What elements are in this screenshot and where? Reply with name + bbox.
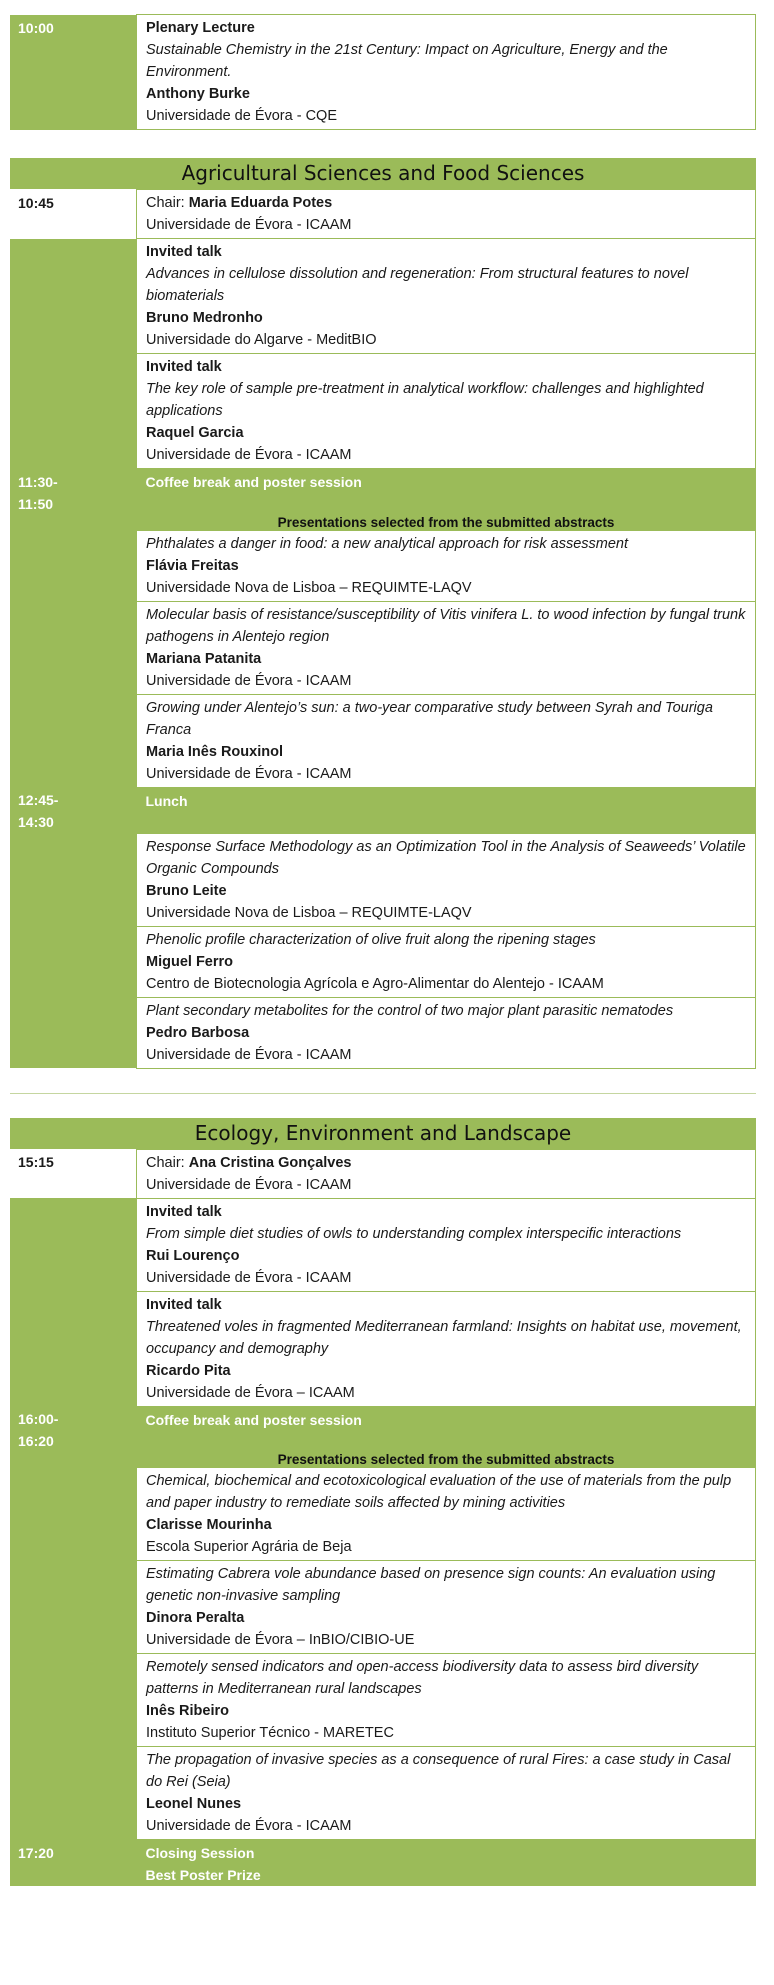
time-cell: 11:30- 11:50	[10, 469, 137, 515]
speaker-name: Miguel Ferro	[146, 953, 234, 970]
speaker-affiliation: Escola Superior Agrária de Beja	[146, 1539, 352, 1555]
speaker-name: Pedro Barbosa	[146, 1024, 250, 1041]
invited-talk-row	[10, 1198, 756, 1291]
chair-affiliation: Universidade de Évora - ICAAM	[146, 1176, 352, 1193]
speaker-name: Anthony Burke	[146, 86, 250, 102]
talk-title: Response Surface Methodology as an Optimization Tool in the Analysis of Seaweeds’ Volatile Organic Compounds	[146, 838, 746, 877]
talk-row	[10, 833, 756, 926]
speaker-affiliation: Universidade Nova de Lisboa – REQUIMTE-LAQV	[146, 579, 472, 596]
plenary-label: Plenary Lecture	[146, 20, 255, 36]
break-row	[10, 469, 756, 515]
speaker-name: Ricardo Pita	[146, 1362, 231, 1379]
break-label: Coffee break and poster session	[137, 1406, 756, 1452]
talk-title: The key role of sample pre-treatment in analytical workflow: challenges and highlighted applications	[146, 381, 704, 419]
speaker-name: Raquel Garcia	[146, 425, 244, 441]
speaker-affiliation: Universidade de Évora – InBIO/CIBIO-UE	[146, 1632, 415, 1648]
break-label: Coffee break and poster session	[137, 469, 756, 515]
talk-title: Chemical, biochemical and ecotoxicological evaluation of the use of materials from the pulp and paper industry to remediate soils affected by mining activities	[146, 1473, 732, 1511]
time-cell-empty	[10, 239, 137, 469]
section-heading: Ecology, Environment and Landscape	[10, 1118, 756, 1149]
section-divider	[10, 1093, 756, 1094]
chair-row	[10, 190, 756, 239]
time-cell-empty	[10, 833, 137, 1068]
speaker-affiliation: Universidade de Évora - ICAAM	[146, 765, 352, 782]
speaker-name: Bruno Leite	[146, 882, 227, 899]
chair-prefix: Chair:	[146, 1154, 185, 1171]
talk-title: The propagation of invasive species as a consequence of rural Fires: a case study in Casal do Rei (Seia)	[146, 1752, 731, 1790]
invited-talk-row	[10, 239, 756, 354]
chair-affiliation: Universidade de Évora - ICAAM	[146, 217, 352, 233]
talk-title: Remotely sensed indicators and open-access biodiversity data to assess bird diversity patterns in Mediterranean rural landscapes	[146, 1659, 699, 1697]
section-ecology	[10, 1118, 756, 1887]
speaker-name: Mariana Patanita	[146, 650, 262, 667]
invited-label: Invited talk	[146, 359, 222, 375]
speaker-name: Rui Lourenço	[146, 1247, 240, 1264]
plenary-cell	[137, 15, 756, 130]
plenary-block	[10, 14, 756, 130]
talk-title: Threatened voles in fragmented Mediterranean farmland: Insights on habitat use, movement, occupancy and demography	[146, 1318, 742, 1357]
invited-label: Invited talk	[146, 1203, 222, 1220]
speaker-affiliation: Universidade de Évora - ICAAM	[146, 672, 352, 689]
talk-title: Phthalates a danger in food: a new analytical approach for risk assessment	[146, 535, 628, 552]
chair-prefix: Chair:	[146, 195, 185, 211]
speaker-affiliation: Centro de Biotecnologia Agrícola e Agro-Alimentar do Alentejo - ICAAM	[146, 975, 604, 992]
speaker-affiliation: Instituto Superior Técnico - MARETEC	[146, 1725, 394, 1741]
section-heading: Agricultural Sciences and Food Sciences	[10, 158, 756, 189]
speaker-affiliation: Universidade de Évora - ICAAM	[146, 1046, 352, 1063]
chair-row	[10, 1149, 756, 1198]
invited-label: Invited talk	[146, 244, 222, 260]
speaker-name: Clarisse Mourinha	[146, 1517, 272, 1533]
speaker-name: Dinora Peralta	[146, 1610, 245, 1626]
poster-prize-label: Best Poster Prize	[145, 1867, 261, 1883]
talk-title: From simple diet studies of owls to understanding complex interspecific interactions	[146, 1225, 682, 1242]
invited-label: Invited talk	[146, 1296, 222, 1313]
time-cell-empty	[10, 1452, 137, 1840]
time-cell: 12:45- 14:30	[10, 787, 137, 833]
speaker-name: Bruno Medronho	[146, 310, 263, 326]
talk-title: Phenolic profile characterization of olive fruit along the ripening stages	[146, 931, 596, 948]
closing-row	[10, 1840, 756, 1887]
speaker-affiliation: Universidade do Algarve - MeditBIO	[146, 332, 377, 348]
speaker-name: Inês Ribeiro	[146, 1703, 229, 1719]
lunch-label: Lunch	[137, 787, 756, 833]
lunch-row	[10, 787, 756, 833]
talk-title: Growing under Alentejo’s sun: a two-year comparative study between Syrah and Touriga Franca	[146, 699, 713, 738]
section-agricultural	[10, 158, 756, 1069]
speaker-affiliation: Universidade de Évora – ICAAM	[146, 1384, 355, 1401]
time-cell: 15:15	[10, 1149, 137, 1198]
speaker-name: Flávia Freitas	[146, 557, 239, 574]
time-cell: 10:45	[10, 190, 137, 239]
talk-title: Estimating Cabrera vole abundance based on presence sign counts: An evaluation using genetic non-invasive sampling	[146, 1566, 716, 1604]
speaker-name: Leonel Nunes	[146, 1796, 242, 1812]
speaker-affiliation: Universidade Nova de Lisboa – REQUIMTE-LAQV	[146, 904, 472, 921]
speaker-affiliation: Universidade de Évora - ICAAM	[146, 447, 352, 463]
speaker-affiliation: Universidade de Évora - ICAAM	[146, 1818, 352, 1834]
talk-title: Sustainable Chemistry in the 21st Century: Impact on Agriculture, Energy and the Environment.	[146, 42, 668, 80]
speaker-name: Maria Inês Rouxinol	[146, 743, 283, 760]
subsection-heading: Presentations selected from the submitted abstracts	[137, 1452, 756, 1468]
subsection-heading: Presentations selected from the submitted abstracts	[137, 515, 756, 531]
time-cell: 17:20	[10, 1840, 137, 1887]
speaker-affiliation: Universidade de Évora - ICAAM	[146, 1269, 352, 1286]
time-cell-empty	[10, 1198, 137, 1406]
talk-title: Molecular basis of resistance/susceptibility of Vitis vinifera L. to wood infection by fungal trunk pathogens in Alentejo region	[146, 606, 746, 645]
talk-title: Advances in cellulose dissolution and regeneration: From structural features to novel biomaterials	[146, 266, 689, 304]
chair-name: Ana Cristina Gonçalves	[188, 1154, 352, 1171]
time-cell-empty	[10, 515, 137, 788]
time-cell: 16:00- 16:20	[10, 1406, 137, 1452]
programme-page	[10, 14, 756, 1886]
closing-session-label: Closing Session	[145, 1845, 255, 1861]
talk-title: Plant secondary metabolites for the control of two major plant parasitic nematodes	[146, 1002, 674, 1019]
speaker-affiliation: Universidade de Évora - CQE	[146, 108, 337, 124]
time-cell: 10:00	[10, 15, 137, 130]
chair-name: Maria Eduarda Potes	[188, 195, 333, 211]
break-row	[10, 1406, 756, 1452]
